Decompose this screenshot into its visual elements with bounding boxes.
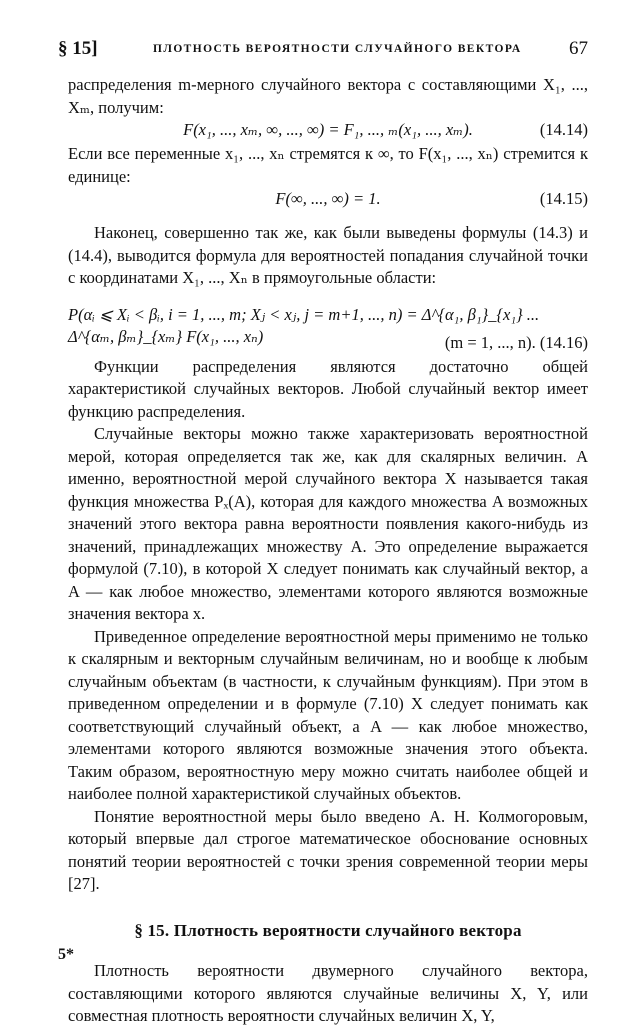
header-title: ПЛОТНОСТЬ ВЕРОЯТНОСТИ СЛУЧАЙНОГО ВЕКТОРА bbox=[153, 43, 522, 55]
section-heading: § 15. Плотность вероятности случайного вектора bbox=[134, 920, 522, 940]
page-number: 67 bbox=[569, 38, 588, 59]
paragraph-1: распределения m-мерного случайного вектора с составляющими X₁, ..., Xₘ, получим: bbox=[68, 75, 588, 117]
paragraph-5: Случайные векторы можно также характеризовать вероятностной мерой, которая определяется так же, как для скалярных величин. А именно, вероятностной мерой случайного вектора X называется такая функция множества Pₓ(A), которая для каждого множества A возможных значений этого вектора равна вероятности появления какого-нибудь из значений, принадлежащих множеству A. Это определение выражается формулой (7.10), в которой X следует понимать как случайный вектор, а A — как любое множество, элементами которого являются возможные значения вектора x. bbox=[68, 424, 588, 623]
paragraph-3: Наконец, совершенно так же, как были выведены формулы (14.3) и (14.4), выводится формула для вероятностей попадания случайной точки с координатами X₁, ..., Xₙ в прямоугольные области: bbox=[68, 223, 588, 287]
running-header bbox=[58, 38, 588, 62]
paragraph-2: Если все переменные x₁, ..., xₙ стремятся к ∞, то F(x₁, ..., xₙ) стремится к единице: bbox=[68, 144, 588, 186]
equation-14-14 bbox=[68, 119, 588, 143]
equation-number: (14.14) bbox=[539, 120, 588, 139]
equation-formula: F(∞, ..., ∞) = 1. bbox=[275, 189, 381, 208]
paragraph-6: Приведенное определение вероятностной меры применимо не только к скалярным и векторным случайным величинам, но и вообще к любым случайным объектам (в частности, к случайным функциям). При этом в приведенном определении и в формуле (7.10) X следует понимать как соответствующий случайный объект, а A — как любое множество, элементами которого являются возможные значения этого объекта. Таким образом, вероятностную меру можно считать наиболее общей и наиболее полной характеристикой случайных объектов. bbox=[68, 626, 588, 803]
paragraph-4: Функции распределения являются достаточно общей характеристикой случайных векторов. Любой случайный вектор имеет функцию распределения. bbox=[68, 356, 588, 421]
equation-14-16 bbox=[68, 294, 588, 356]
page-body bbox=[68, 74, 588, 1028]
equation-number: (m = 1, ..., n). (14.16) bbox=[444, 332, 588, 352]
header-section-ref: § 15] bbox=[58, 38, 98, 59]
equation-14-15 bbox=[68, 188, 588, 212]
equation-formula: P(αᵢ ⩽ Xᵢ < βᵢ, i = 1, ..., m; Xⱼ < xⱼ, j = m+1, ..., n) = Δ^{α₁, β₁}_{x₁} ... Δ^{αₘ, βₘ}_{xₘ} F(x₁, ..., xₙ) bbox=[68, 304, 540, 346]
paragraph-7: Понятие вероятностной меры было введено А. Н. Колмогоровым, который впервые дал строгое математическое обоснование основных понятий теории вероятностей с точки зрения современной теории меры [27]. bbox=[68, 806, 588, 893]
signature-mark: 5* bbox=[58, 946, 74, 963]
equation-formula: F(x₁, ..., xₘ, ∞, ..., ∞) = F₁, ..., ₘ(x₁, ..., xₘ). bbox=[183, 120, 473, 139]
paragraph-8: Плотность вероятности двумерного случайного вектора, составляющими которого являются случайные величины X, Y, или совместная плотность вероятности случайных величин X, Y, bbox=[68, 961, 588, 1025]
equation-number: (14.15) bbox=[539, 189, 588, 208]
